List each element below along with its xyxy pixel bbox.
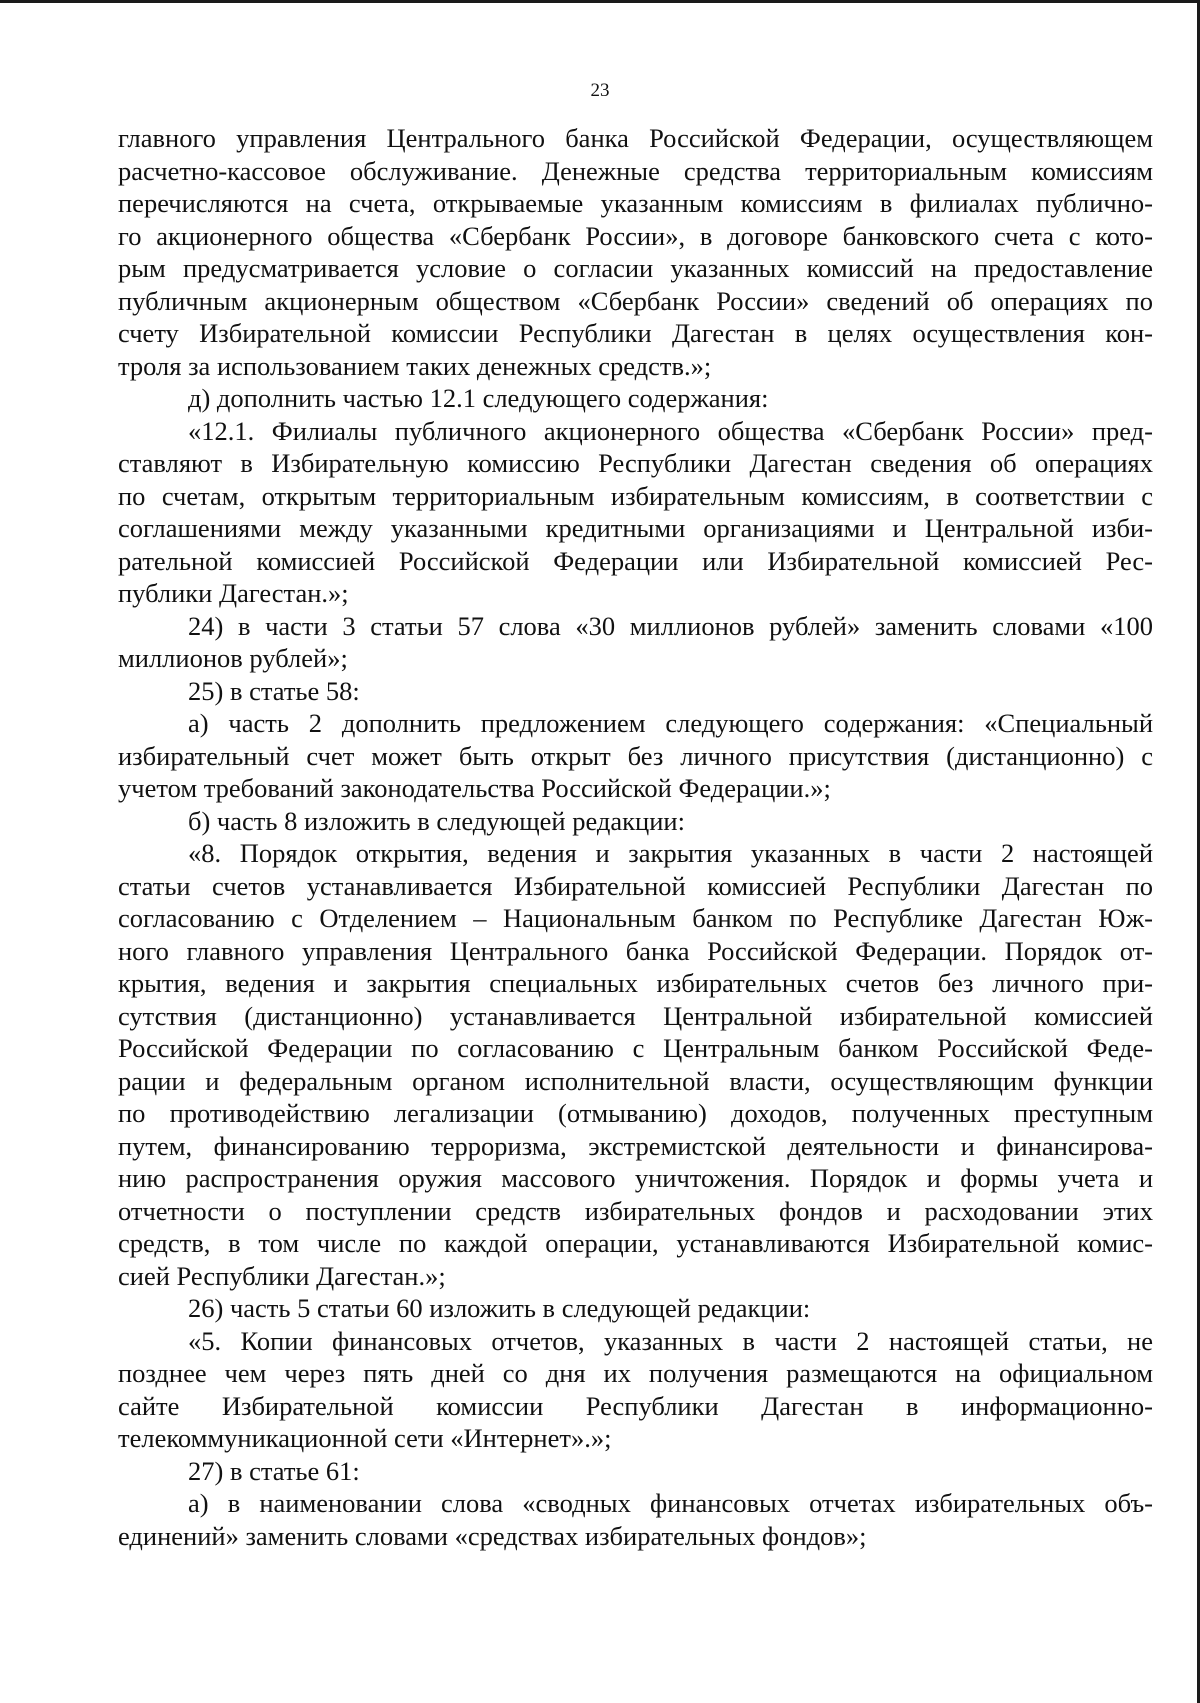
text-line: миллионов рублей»;	[118, 643, 348, 673]
scan-edge-top	[0, 0, 1200, 3]
text-line: единений» заменить словами «средствах избирательных фондов»;	[118, 1520, 867, 1551]
text-line: д) дополнить частью 12.1 следующего содержания:	[188, 383, 769, 413]
text-line: го акционерного общества «Сбербанк России», в договоре банковского счета с кото-	[118, 220, 1153, 251]
text-line: ного главного управления Центрального банка Российской Федерации. Порядок от-	[118, 935, 1153, 966]
text-line: «8. Порядок открытия, ведения и закрытия указанных в части 2 настоящей	[188, 838, 1153, 868]
document-body	[118, 122, 1153, 1552]
text-line: позднее чем через пять дней со дня их получения размещаются на официальном	[118, 1358, 1153, 1388]
text-line: путем, финансированию терроризма, экстремистской деятельности и финансирова-	[118, 1130, 1153, 1161]
text-line: а) часть 2 дополнить предложением следующего содержания: «Специальный	[188, 708, 1153, 738]
text-line: избирательный счет может быть открыт без личного присутствия (дистанционно) с	[118, 740, 1153, 771]
text-line: публики Дагестан.»;	[118, 578, 349, 608]
text-line: расчетно-кассовое обслуживание. Денежные средства территориальным комиссиям	[118, 155, 1153, 186]
text-line: Российской Федерации по согласованию с Центральным банком Российской Феде-	[118, 1033, 1153, 1063]
text-line: нию распространения оружия массового уничтожения. Порядок и формы учета и	[118, 1163, 1153, 1193]
text-line: отчетности о поступлении средств избирательных фондов и расходовании этих	[118, 1195, 1153, 1226]
text-line: троля за использованием таких денежных средств.»;	[118, 350, 712, 381]
text-line: рательной комиссией Российской Федерации или Избирательной комиссией Рес-	[118, 545, 1153, 576]
text-line: 25) в статье 58:	[188, 675, 360, 706]
text-line: крытия, ведения и закрытия специальных избирательных счетов без личного при-	[118, 968, 1153, 998]
text-line: б) часть 8 изложить в следующей редакции:	[188, 805, 685, 836]
text-line: учетом требований законодательства Российской Федерации.»;	[118, 773, 831, 803]
text-line: по счетам, открытым территориальным избирательным комиссиям, в соответствии с	[118, 480, 1153, 511]
text-line: а) в наименовании слова «сводных финансовых отчетах избирательных объ-	[188, 1488, 1153, 1518]
text-line: соглашениями между указанными кредитными организациями и Центральной изби-	[118, 513, 1153, 543]
text-line: 27) в статье 61:	[188, 1455, 360, 1486]
text-line: статьи счетов устанавливается Избирательной комиссией Республики Дагестан по	[118, 870, 1153, 901]
text-line: сутствия (дистанционно) устанавливается Центральной избирательной комиссией	[118, 1000, 1153, 1031]
text-line: публичным акционерным обществом «Сбербанк России» сведений об операциях по	[118, 285, 1153, 316]
text-line: сией Республики Дагестан.»;	[118, 1260, 446, 1291]
text-line: согласованию с Отделением – Национальным банком по Республике Дагестан Юж-	[118, 903, 1153, 933]
text-line: «5. Копии финансовых отчетов, указанных в части 2 настоящей статьи, не	[188, 1325, 1153, 1356]
text-line: телекоммуникационной сети «Интернет».»;	[118, 1423, 612, 1453]
text-line: 26) часть 5 статьи 60 изложить в следующей редакции:	[188, 1293, 811, 1323]
text-line: «12.1. Филиалы публичного акционерного общества «Сбербанк России» пред-	[188, 415, 1153, 446]
text-line: по противодействию легализации (отмыванию) доходов, полученных преступным	[118, 1098, 1153, 1128]
text-line: сайте Избирательной комиссии Республики Дагестан в информационно-	[118, 1390, 1153, 1421]
text-line: средств, в том числе по каждой операции, устанавливаются Избирательной комис-	[118, 1228, 1153, 1258]
text-line: перечисляются на счета, открываемые указанным комиссиям в филиалах публично-	[118, 188, 1153, 218]
page-number: 23	[590, 80, 610, 101]
text-line: счету Избирательной комиссии Республики Дагестан в целях осуществления кон-	[118, 318, 1153, 348]
text-line: рым предусматривается условие о согласии указанных комиссий на предоставление	[118, 253, 1153, 283]
text-line: рации и федеральным органом исполнительной власти, осуществляющим функции	[118, 1065, 1153, 1096]
text-line: ставляют в Избирательную комиссию Республики Дагестан сведения об операциях	[118, 448, 1153, 478]
text-line: главного управления Центрального банка Российской Федерации, осуществляющем	[118, 123, 1153, 153]
text-line: 24) в части 3 статьи 57 слова «30 миллионов рублей» заменить словами «100	[188, 610, 1153, 641]
